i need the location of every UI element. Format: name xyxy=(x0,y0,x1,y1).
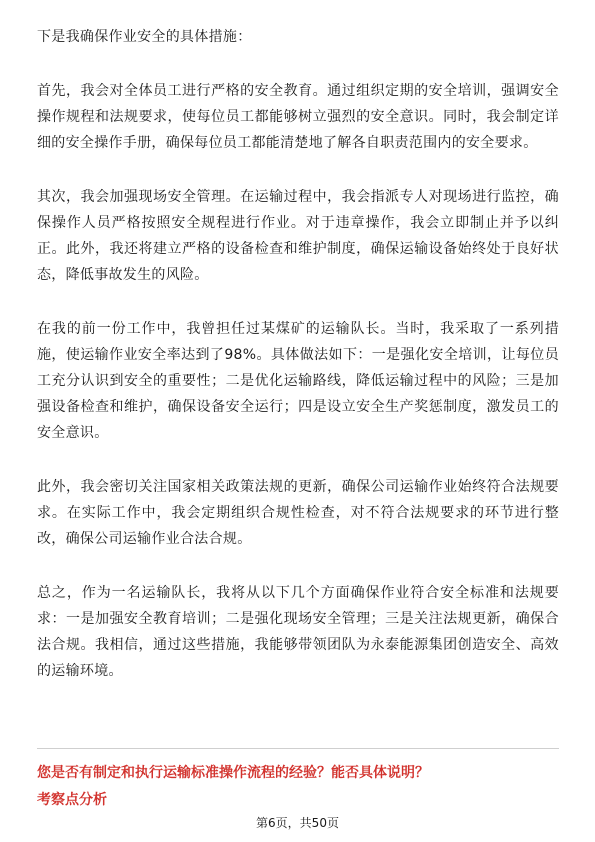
section-divider xyxy=(37,748,559,749)
analysis-heading: 考察点分析 xyxy=(37,792,107,808)
interview-question: 您是否有制定和执行运输标准操作流程的经验？能否具体说明？ xyxy=(37,765,429,781)
paragraph-first: 首先，我会对全体员工进行严格的安全教育。通过组织定期的安全培训，强调安全操作规程和法规要求，使每位员工都能够树立强烈的安全意识。同时，我会制定详细的安全操作手册，确保每位员工都能清楚地了解各自职责范围内的安全要求。 xyxy=(37,83,559,151)
paragraph-second: 其次，我会加强现场安全管理。在运输过程中，我会指派专人对现场进行监控，确保操作人员严格按照安全规程进行作业。对于违章操作，我会立即制止并予以纠正。此外，我还将建立严格的设备检查和维护制度，确保运输设备始终处于良好状态，降低事故发生的风险。 xyxy=(37,189,559,283)
paragraph-intro: 下是我确保作业安全的具体措施： xyxy=(37,29,252,45)
paragraph-experience: 在我的前一份工作中，我曾担任过某煤矿的运输队长。当时，我采取了一系列措施，使运输作业安全率达到了98%。具体做法如下：一是强化安全培训，让每位员工充分认识到安全的重要性；二是优化运输路线，降低运输过程中的风险；三是加强设备检查和维护，确保设备安全运行；四是设立安全生产奖惩制度，激发员工的安全意识。 xyxy=(37,321,559,441)
answer-body xyxy=(37,24,559,684)
paragraph-summary: 总之，作为一名运输队长，我将从以下几个方面确保作业符合安全标准和法规要求：一是加强安全教育培训；二是强化现场安全管理；三是关注法规更新，确保合法合规。我相信，通过这些措施，我能够带领团队为永泰能源集团创造安全、高效的运输环境。 xyxy=(37,585,559,679)
paragraph-compliance: 此外，我会密切关注国家相关政策法规的更新，确保公司运输作业始终符合法规要求。在实际工作中，我会定期组织合规性检查，对不符合法规要求的环节进行整改，确保公司运输作业合法合规。 xyxy=(37,479,559,547)
page-footer: 第6页，共50页 xyxy=(256,816,339,830)
